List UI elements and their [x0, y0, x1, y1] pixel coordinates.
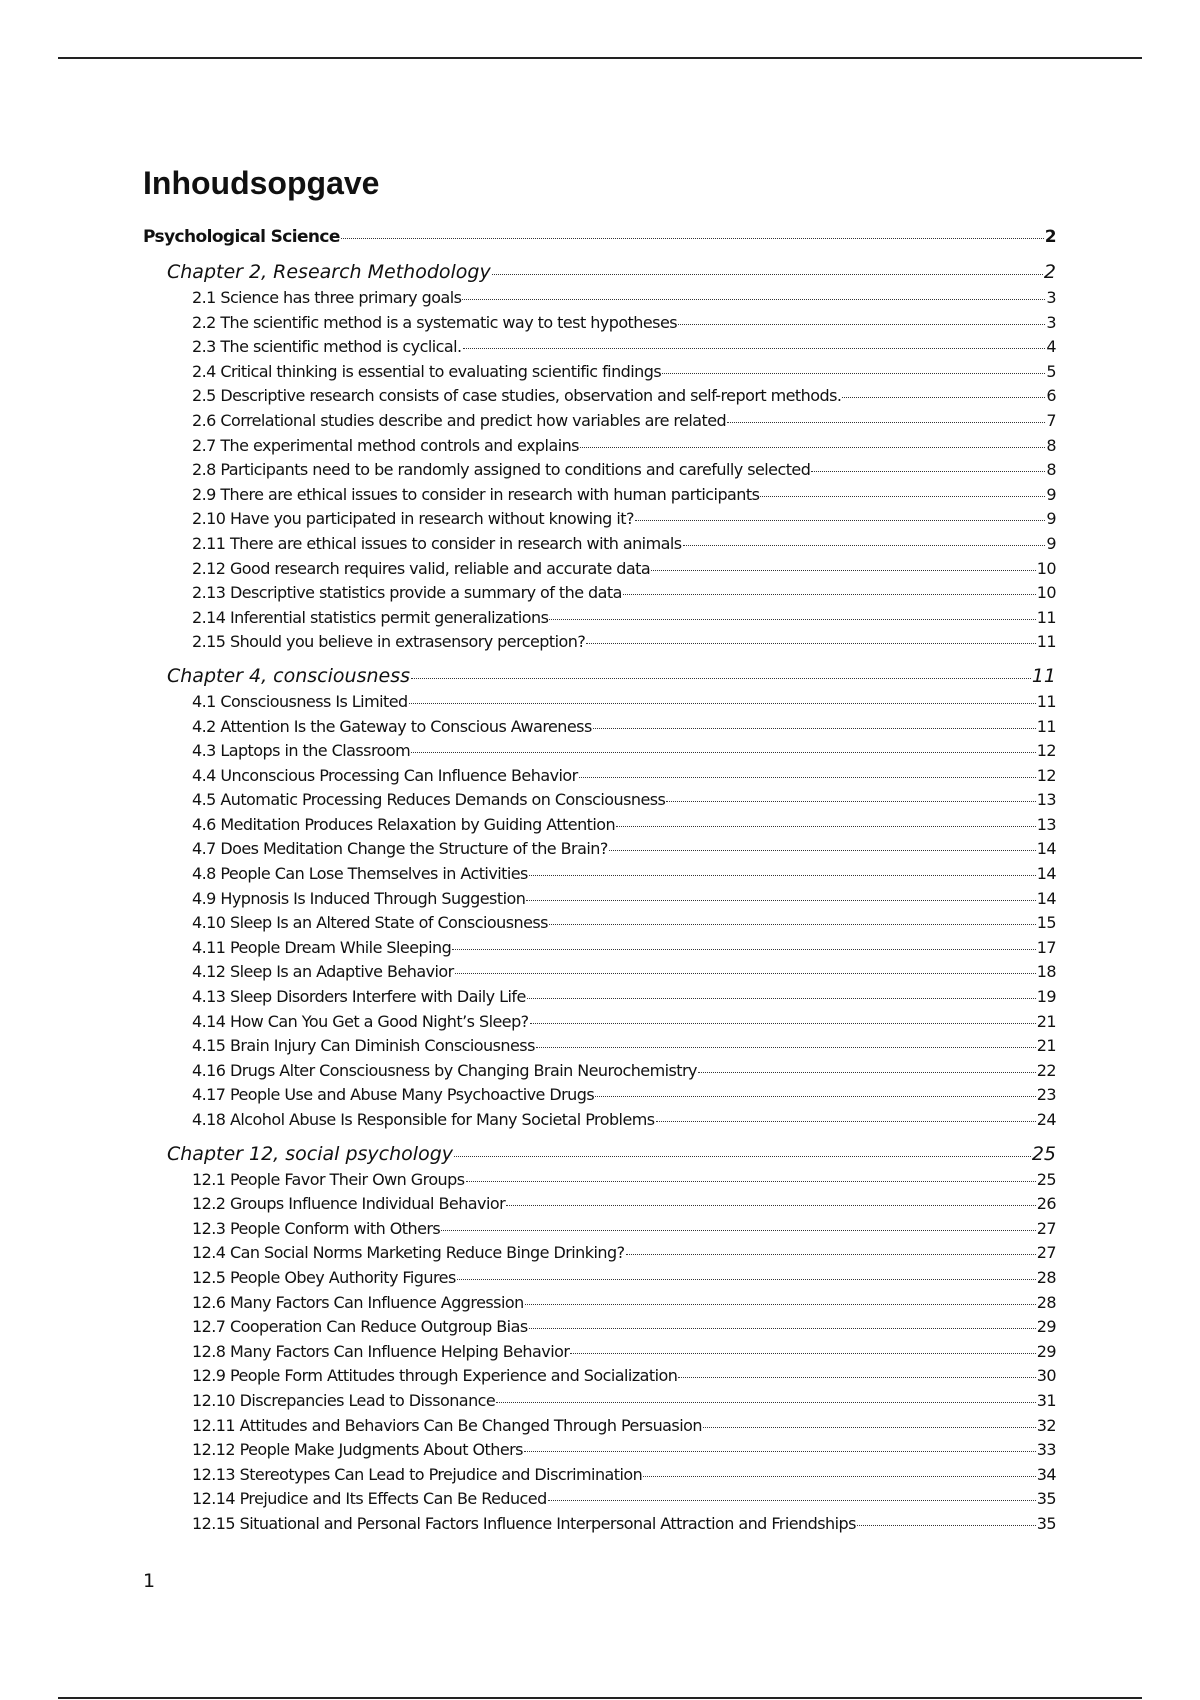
toc-entry-label: 12.12 People Make Judgments About Others	[192, 1440, 523, 1460]
toc-entry-label: 4.11 People Dream While Sleeping	[192, 937, 452, 957]
toc-entry-page: 9	[1046, 484, 1056, 504]
toc-section-entry[interactable]	[143, 913, 1056, 938]
toc-entry-label: 12.5 People Obey Authority Figures	[192, 1267, 456, 1287]
toc-entry-label: Chapter 4, consciousness	[167, 664, 411, 687]
toc-entry-page: 35	[1036, 1489, 1056, 1509]
toc-section-entry[interactable]	[143, 559, 1056, 584]
toc-entry-page: 25	[1036, 1169, 1056, 1189]
toc-section-entry[interactable]	[143, 1036, 1056, 1061]
toc-entry-page: 35	[1036, 1513, 1056, 1533]
toc-section-entry[interactable]	[143, 1085, 1056, 1110]
toc-entry-label: 4.10 Sleep Is an Altered State of Consciousness	[192, 913, 548, 933]
toc-section-entry[interactable]	[143, 583, 1056, 608]
toc-section-entry[interactable]	[143, 485, 1056, 510]
toc-entry-label: 12.7 Cooperation Can Reduce Outgroup Bias	[192, 1317, 528, 1337]
toc-entry-label: 12.3 People Conform with Others	[192, 1218, 441, 1238]
toc-section-entry[interactable]	[143, 692, 1056, 717]
toc-entry-page: 9	[1046, 509, 1056, 529]
toc-section-entry[interactable]	[143, 1194, 1056, 1219]
toc-dot-leader	[626, 1254, 1036, 1255]
toc-entry-page: 4	[1046, 337, 1056, 357]
toc-section-entry[interactable]	[143, 534, 1056, 559]
footer-rule	[58, 1697, 1142, 1699]
toc-entry-label: 4.15 Brain Injury Can Diminish Consciousness	[192, 1036, 535, 1056]
toc-dot-leader	[466, 1181, 1036, 1182]
toc-entry-label: 2.15 Should you believe in extrasensory perception?	[192, 632, 586, 652]
toc-entry-label: 2.4 Critical thinking is essential to evaluating scientific findings	[192, 361, 662, 381]
toc-section-entry[interactable]	[143, 864, 1056, 889]
toc-dot-leader	[683, 545, 1046, 546]
page-number: 1	[143, 1570, 156, 1592]
toc-dot-leader	[455, 973, 1036, 974]
toc-dot-leader	[452, 949, 1036, 950]
toc-entry-label: 12.14 Prejudice and Its Effects Can Be Reduced	[192, 1489, 547, 1509]
toc-dot-leader	[609, 850, 1036, 851]
toc-dot-leader	[548, 1500, 1036, 1501]
toc-entry-label: 12.8 Many Factors Can Influence Helping Behavior	[192, 1341, 570, 1361]
toc-entry-label: 2.1 Science has three primary goals	[192, 288, 462, 307]
toc-entry-label: 4.17 People Use and Abuse Many Psychoactive Drugs	[192, 1085, 595, 1105]
toc-section-entry[interactable]	[143, 1317, 1056, 1342]
toc-entry-label: 12.10 Discrepancies Lead to Dissonance	[192, 1390, 496, 1410]
toc-dot-leader	[462, 299, 1045, 300]
toc-dot-leader	[616, 826, 1036, 827]
toc-dot-leader	[842, 397, 1045, 398]
toc-entry-label: 2.10 Have you participated in research without knowing it?	[192, 509, 634, 529]
toc-entry-page: 33	[1036, 1440, 1056, 1460]
toc-entry-label: 12.6 Many Factors Can Influence Aggression	[192, 1292, 524, 1312]
toc-entry-page: 29	[1036, 1341, 1056, 1361]
toc-section-entry[interactable]	[143, 1243, 1056, 1268]
toc-entry-label: 12.13 Stereotypes Can Lead to Prejudice and Discrimination	[192, 1464, 643, 1484]
toc-entry-page: 14	[1036, 864, 1056, 884]
toc-dot-leader	[527, 998, 1036, 999]
toc-dot-leader	[549, 619, 1035, 620]
toc-dot-leader	[506, 1205, 1036, 1206]
toc-entry-label: 2.3 The scientific method is cyclical.	[192, 337, 462, 357]
toc-entry-label: 4.16 Drugs Alter Consciousness by Changing Brain Neurochemistry	[192, 1060, 697, 1080]
toc-entry-label: 4.7 Does Meditation Change the Structure of the Brain?	[192, 839, 608, 859]
toc-part-entry[interactable]	[143, 227, 1056, 253]
toc-section-entry[interactable]	[143, 1416, 1056, 1441]
toc-section-entry[interactable]	[143, 632, 1056, 657]
toc-section-entry[interactable]	[143, 1489, 1056, 1514]
toc-chapter-entry[interactable]	[143, 1143, 1056, 1170]
toc-entry-page: 10	[1036, 583, 1056, 603]
toc-entry-page: 30	[1036, 1366, 1056, 1386]
toc-entry-page: 11	[1036, 716, 1056, 736]
toc-dot-leader	[760, 496, 1045, 497]
toc-dot-leader	[454, 1156, 1031, 1157]
toc-entry-label: Chapter 12, social psychology	[167, 1142, 453, 1165]
toc-dot-leader	[593, 728, 1036, 729]
toc-entry-page: 6	[1046, 386, 1056, 406]
toc-section-entry[interactable]	[143, 741, 1056, 766]
toc-section-entry[interactable]	[143, 938, 1056, 963]
toc-dot-leader	[526, 900, 1035, 901]
toc-entry-page: 25	[1031, 1142, 1056, 1165]
toc-entry-page: 11	[1036, 632, 1056, 652]
toc-entry-label: 4.3 Laptops in the Classroom	[192, 741, 411, 761]
toc-section-entry[interactable]	[143, 1391, 1056, 1416]
toc-section-entry[interactable]	[143, 717, 1056, 742]
toc-entry-label: 12.2 Groups Influence Individual Behavior	[192, 1194, 506, 1214]
toc-section-entry[interactable]	[143, 987, 1056, 1012]
toc-entry-label: 2.5 Descriptive research consists of case studies, observation and self-report methods.	[192, 386, 842, 406]
toc-entry-label: 12.15 Situational and Personal Factors Influence Interpersonal Attraction and Friendships	[192, 1513, 856, 1533]
toc-section-entry[interactable]	[143, 608, 1056, 633]
toc-dot-leader	[857, 1525, 1036, 1526]
toc-entry-page: 32	[1036, 1415, 1056, 1435]
toc-entry-page: 23	[1036, 1085, 1056, 1105]
toc-entry-label: 2.9 There are ethical issues to consider in research with human participants	[192, 484, 760, 504]
toc-dot-leader	[662, 373, 1045, 374]
toc-dot-leader	[727, 422, 1045, 423]
toc-entry-label: 12.11 Attitudes and Behaviors Can Be Changed Through Persuasion	[192, 1415, 702, 1435]
toc-entry-label: 2.8 Participants need to be randomly assigned to conditions and carefully selected	[192, 460, 811, 480]
toc-entry-label: Psychological Science	[143, 227, 340, 247]
toc-entry-page: 31	[1036, 1390, 1056, 1410]
toc-section-entry[interactable]	[143, 1170, 1056, 1195]
toc-dot-leader	[580, 447, 1045, 448]
toc-entry-page: 13	[1036, 790, 1056, 810]
toc-section-entry[interactable]	[143, 790, 1056, 815]
toc-entry-label: 4.2 Attention Is the Gateway to Conscious Awareness	[192, 716, 592, 736]
toc-section-entry[interactable]	[143, 839, 1056, 864]
toc-dot-leader	[524, 1451, 1036, 1452]
toc-entry-page: 11	[1036, 607, 1056, 627]
toc-section-entry[interactable]	[143, 962, 1056, 987]
toc-dot-leader	[666, 801, 1035, 802]
toc-dot-leader	[496, 1402, 1036, 1403]
toc-entry-label: 2.13 Descriptive statistics provide a summary of the data	[192, 583, 622, 603]
toc-entry-page: 5	[1046, 361, 1056, 381]
toc-section-entry[interactable]	[143, 288, 1056, 313]
toc-entry-page: 12	[1036, 765, 1056, 785]
toc-dot-leader	[411, 678, 1031, 679]
toc-entry-label: 2.14 Inferential statistics permit generalizations	[192, 607, 549, 627]
toc-dot-leader	[586, 643, 1035, 644]
toc-entry-page: 26	[1036, 1194, 1056, 1214]
toc-entry-label: 4.9 Hypnosis Is Induced Through Suggestion	[192, 888, 526, 908]
toc-dot-leader	[698, 1072, 1036, 1073]
toc-entry-page: 14	[1036, 888, 1056, 908]
toc-dot-leader	[492, 274, 1043, 275]
toc-section-entry[interactable]	[143, 1366, 1056, 1391]
toc-section-entry[interactable]	[143, 460, 1056, 485]
toc-dot-leader	[411, 752, 1036, 753]
toc-section-entry[interactable]	[143, 1440, 1056, 1465]
toc-dot-leader	[678, 1377, 1035, 1378]
toc-dot-leader	[530, 1023, 1036, 1024]
toc-dot-leader	[623, 594, 1036, 595]
toc-section-entry[interactable]	[143, 313, 1056, 338]
toc-dot-leader	[595, 1096, 1036, 1097]
toc-entry-page: 12	[1036, 741, 1056, 761]
toc-section-entry[interactable]	[143, 1465, 1056, 1490]
toc-entry-page: 10	[1036, 558, 1056, 578]
toc-entry-page: 24	[1036, 1110, 1056, 1129]
toc-dot-leader	[529, 875, 1036, 876]
toc-chapter-entry[interactable]	[143, 665, 1056, 692]
toc-section-entry[interactable]	[143, 436, 1056, 461]
toc-section-entry[interactable]	[143, 362, 1056, 387]
toc-entry-label: 2.6 Correlational studies describe and predict how variables are related	[192, 410, 727, 430]
toc-entry-label: 4.13 Sleep Disorders Interfere with Daily Life	[192, 987, 526, 1007]
toc-entry-label: 12.4 Can Social Norms Marketing Reduce Binge Drinking?	[192, 1243, 625, 1263]
toc-dot-leader	[525, 1304, 1036, 1305]
toc-entry-label: 4.8 People Can Lose Themselves in Activities	[192, 864, 528, 884]
toc-entry-label: 4.4 Unconscious Processing Can Influence Behavior	[192, 765, 578, 785]
toc-section-entry[interactable]	[143, 1268, 1056, 1293]
toc-dot-leader	[643, 1476, 1035, 1477]
toc-entry-label: 4.12 Sleep Is an Adaptive Behavior	[192, 962, 454, 982]
toc-entry-label: 4.18 Alcohol Abuse Is Responsible for Many Societal Problems	[192, 1110, 655, 1129]
toc-entry-label: 12.9 People Form Attitudes through Experience and Socialization	[192, 1366, 678, 1386]
toc-entry-page: 2	[1043, 261, 1056, 283]
toc-entry-label: 2.11 There are ethical issues to consider in research with animals	[192, 533, 682, 553]
toc-entry-page: 9	[1046, 533, 1056, 553]
toc-entry-label: 4.1 Consciousness Is Limited	[192, 691, 408, 711]
toc-entry-page: 8	[1046, 460, 1056, 480]
toc-entry-page: 21	[1036, 1011, 1056, 1031]
toc-entry-page: 13	[1036, 814, 1056, 834]
toc-dot-leader	[441, 1230, 1036, 1231]
toc-section-entry[interactable]	[143, 889, 1056, 914]
toc-dot-leader	[656, 1121, 1036, 1122]
toc-entry-page: 11	[1031, 664, 1056, 687]
toc-chapter-entry[interactable]	[143, 261, 1056, 288]
toc-entry-page: 3	[1046, 288, 1056, 307]
toc-entry-page: 17	[1036, 937, 1056, 957]
toc-entry-page: 19	[1036, 987, 1056, 1007]
toc-entry-page: 27	[1036, 1218, 1056, 1238]
toc-dot-leader	[549, 924, 1036, 925]
toc-dot-leader	[579, 777, 1036, 778]
toc-dot-leader	[703, 1427, 1036, 1428]
toc-entry-page: 34	[1036, 1464, 1056, 1484]
toc-entry-page: 28	[1036, 1292, 1056, 1312]
toc-entry-page: 27	[1036, 1243, 1056, 1263]
toc-section-entry[interactable]	[143, 1110, 1056, 1135]
toc-dot-leader	[536, 1047, 1036, 1048]
toc-section-entry[interactable]	[143, 1293, 1056, 1318]
toc-entry-label: Chapter 2, Research Methodology	[167, 261, 491, 283]
toc-entry-page: 29	[1036, 1317, 1056, 1337]
toc-section-entry[interactable]	[143, 411, 1056, 436]
toc-entry-label: 12.1 People Favor Their Own Groups	[192, 1169, 465, 1189]
toc-section-entry[interactable]	[143, 386, 1056, 411]
toc-entry-label: 2.7 The experimental method controls and explains	[192, 435, 579, 455]
toc-dot-leader	[463, 348, 1046, 349]
toc-entry-page: 21	[1036, 1036, 1056, 1056]
toc-entry-page: 3	[1046, 312, 1056, 332]
toc-entry-label: 4.5 Automatic Processing Reduces Demands on Consciousness	[192, 790, 666, 810]
toc-entry-label: 4.6 Meditation Produces Relaxation by Guiding Attention	[192, 814, 616, 834]
toc-section-entry[interactable]	[143, 337, 1056, 362]
toc-section-entry[interactable]	[143, 1012, 1056, 1037]
toc-section-entry[interactable]	[143, 1342, 1056, 1367]
toc-section-entry[interactable]	[143, 1219, 1056, 1244]
toc-entry-label: 4.14 How Can You Get a Good Night’s Sleep?	[192, 1011, 529, 1031]
table-of-contents	[143, 227, 1056, 1539]
toc-dot-leader	[678, 324, 1045, 325]
toc-entry-page: 28	[1036, 1267, 1056, 1287]
toc-section-entry[interactable]	[143, 1514, 1056, 1539]
toc-dot-leader	[635, 520, 1045, 521]
toc-dot-leader	[570, 1353, 1035, 1354]
toc-section-entry[interactable]	[143, 509, 1056, 534]
toc-entry-page: 14	[1036, 839, 1056, 859]
toc-section-entry[interactable]	[143, 1061, 1056, 1086]
toc-dot-leader	[529, 1328, 1036, 1329]
toc-entry-page: 7	[1046, 410, 1056, 430]
toc-dot-leader	[811, 471, 1045, 472]
toc-section-entry[interactable]	[143, 766, 1056, 791]
page-title: Inhoudsopgave	[143, 165, 380, 201]
toc-entry-label: 2.12 Good research requires valid, reliable and accurate data	[192, 558, 651, 578]
toc-entry-page: 15	[1036, 913, 1056, 933]
toc-entry-page: 18	[1036, 962, 1056, 982]
toc-entry-page: 8	[1046, 435, 1056, 455]
header-rule	[58, 57, 1142, 59]
toc-dot-leader	[409, 703, 1036, 704]
toc-entry-page: 2	[1044, 227, 1056, 247]
toc-dot-leader	[651, 570, 1036, 571]
toc-entry-page: 22	[1036, 1060, 1056, 1080]
toc-entry-label: 2.2 The scientific method is a systematic way to test hypotheses	[192, 312, 678, 332]
toc-dot-leader	[341, 238, 1044, 239]
toc-dot-leader	[457, 1279, 1036, 1280]
toc-entry-page: 11	[1036, 691, 1056, 711]
toc-section-entry[interactable]	[143, 815, 1056, 840]
